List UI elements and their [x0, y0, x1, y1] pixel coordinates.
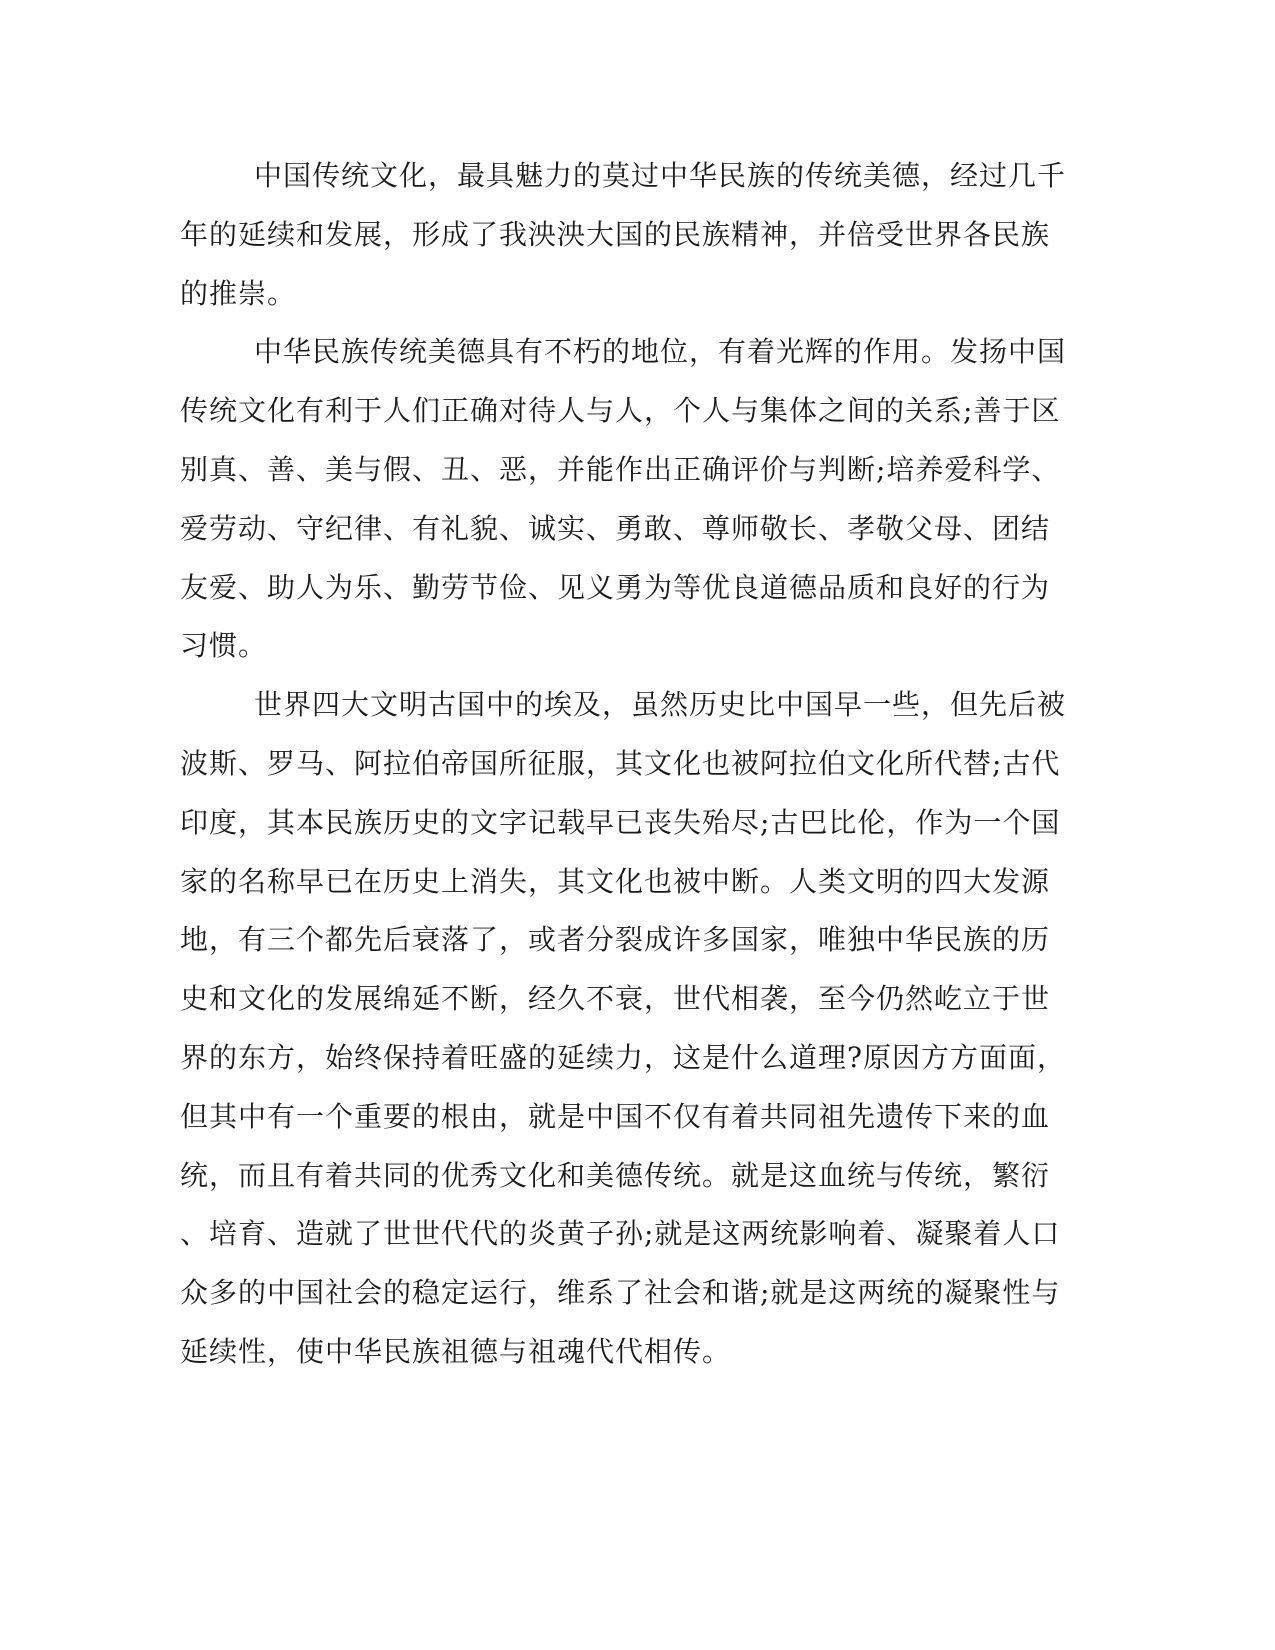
- paragraph-line: 爱劳动、守纪律、有礼貌、诚实、勇敢、尊师敬长、孝敬父母、团结: [180, 511, 1051, 545]
- paragraph-line: 的推崇。: [180, 276, 297, 310]
- paragraph-line: 延续性，使中华民族祖德与祖魂代代相传。: [180, 1334, 732, 1368]
- paragraph-line: 友爱、助人为乐、勤劳节俭、见义勇为等优良道德品质和良好的行为: [180, 570, 1051, 604]
- paragraph-3: [180, 676, 1067, 1382]
- paragraph-line: 习惯。: [180, 629, 268, 663]
- paragraph-line: 中华民族传统美德具有不朽的地位，有着光辉的作用。发扬中国: [254, 335, 1067, 369]
- paragraph-2: [180, 323, 1067, 676]
- paragraph-line: 世界四大文明古国中的埃及，虽然历史比中国早一些，但先后被: [254, 688, 1067, 722]
- paragraph-line: 史和文化的发展绵延不断，经久不衰，世代相袭，至今仍然屹立于世: [180, 982, 1051, 1016]
- paragraph-line: 众多的中国社会的稳定运行，维系了社会和谐;就是这两统的凝聚性与: [180, 1276, 1061, 1310]
- paragraph-line: 地，有三个都先后衰落了，或者分裂成许多国家，唯独中华民族的历: [180, 923, 1051, 957]
- paragraph-line: 但其中有一个重要的根由，就是中国不仅有着共同祖先遗传下来的血: [180, 1099, 1051, 1133]
- paragraph-line: 界的东方，始终保持着旺盛的延续力，这是什么道理?原因方方面面，: [180, 1040, 1067, 1074]
- paragraph-line: 中国传统文化，最具魅力的莫过中华民族的传统美德，经过几千: [254, 159, 1067, 192]
- paragraph-line: 波斯、罗马、阿拉伯帝国所征服，其文化也被阿拉伯文化所代替;古代: [180, 746, 1061, 780]
- document-body: [180, 147, 1067, 1382]
- paragraph-line: 、培育、造就了世世代代的炎黄子孙;就是这两统影响着、凝聚着人口: [180, 1217, 1061, 1251]
- paragraph-line: 别真、善、美与假、丑、恶，并能作出正确评价与判断;培养爱科学、: [180, 452, 1061, 486]
- paragraph-line: 印度，其本民族历史的文字记载早已丧失殆尽;古巴比伦，作为一个国: [180, 805, 1061, 839]
- paragraph-line: 年的延续和发展，形成了我泱泱大国的民族精神，并倍受世界各民族: [180, 217, 1051, 251]
- paragraph-line: 家的名称早已在历史上消失，其文化也被中断。人类文明的四大发源: [180, 864, 1051, 898]
- paragraph-line: 统，而且有着共同的优秀文化和美德传统。就是这血统与传统，繁衍: [180, 1158, 1051, 1192]
- paragraph-1: [180, 147, 1067, 323]
- paragraph-line: 传统文化有利于人们正确对待人与人，个人与集体之间的关系;善于区: [180, 394, 1061, 428]
